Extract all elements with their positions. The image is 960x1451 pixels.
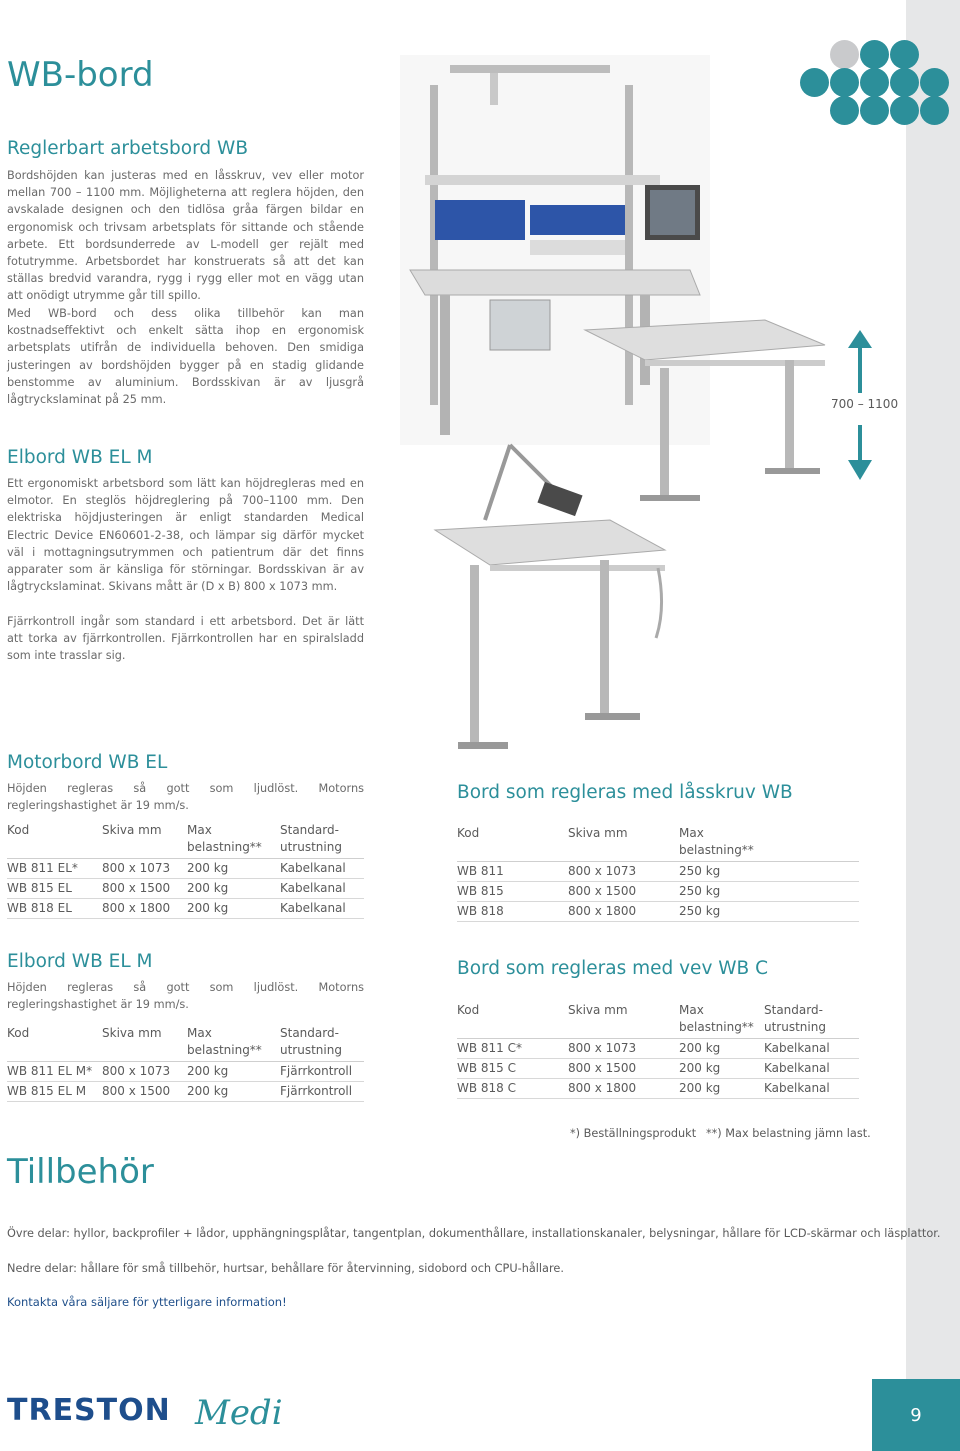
table-row [457,1079,859,1099]
col-header-skiva: Skiva mm [102,1025,187,1062]
col-header-standard: Standard- utrustning [280,1025,364,1062]
cell-kod: WB 815 EL [7,879,102,899]
table-row [7,879,364,899]
cell-kod: WB 815 [457,882,568,902]
treston-medi-logo [7,1384,283,1434]
col-header-skiva: Skiva mm [102,822,187,859]
col-header-max: Max belastning** [679,825,859,862]
intro-paragraph-2: Med WB-bord och dess olika tillbehör kan man kostnadseffektivt och enkelt sätta ihop en ergonomisk arbetsplats utifrån de individuella behoven. Den smidiga justeringen av bordshöjden bygger på en stadig glidande benstomme av aluminium. Bordsskivan är av ljusgrå lågtryckslaminat på 25 mm. [7,307,364,407]
elbord-table [7,1025,364,1102]
col-header-kod: Kod [7,822,102,859]
accessories-heading: Tillbehör [7,1152,154,1192]
col-header-standard: Standard- utrustning [280,822,364,859]
cell-skiva: 800 x 1800 [568,902,679,922]
table-row [7,1082,364,1102]
vev-table [457,1002,859,1099]
cell-skiva: 800 x 1073 [568,1039,679,1059]
cell-skiva: 800 x 1500 [102,1082,187,1102]
table-header-row [7,822,364,859]
cell-max: 200 kg [187,859,280,879]
table-row [7,899,364,919]
cell-max: 200 kg [679,1039,764,1059]
brand-dots-decoration [800,40,960,130]
table-header-row [7,1025,364,1062]
table-row [7,859,364,879]
cell-kod: WB 815 EL M [7,1082,102,1102]
table-row [457,1039,859,1059]
cell-max: 250 kg [679,902,859,922]
cell-kod: WB 818 C [457,1079,568,1099]
cell-standard: Kabelkanal [764,1039,859,1059]
col-header-max: Max belastning** [187,1025,280,1062]
contact-sales-text: Kontakta våra säljare för ytterligare information! [7,1295,287,1309]
footnote-bestallningsprodukt: *) Beställningsprodukt [570,1127,697,1140]
cell-skiva: 800 x 1800 [102,899,187,919]
intro-paragraph-1: Bordshöjden kan justeras med en låsskruv, vev eller motor mellan 700 – 1100 mm. Möjligheterna att reglera höjden, den avskalade designen och den tidlösa gråa färgen bildar en ergonomisk och trivsam arbetsplats för sittande och stående arbete. Ett bordsunderrede av L-modell ger rejält med fotutrymme. Arbetsbordet har konstruerats så att det kan ställas bredvid varandra, rygg i rygg eller mot en vägg utan att onödigt utrymme går till spillo. [7,169,364,303]
cell-standard: Kabelkanal [280,859,364,879]
cell-kod: WB 818 [457,902,568,922]
cell-kod: WB 818 EL [7,899,102,919]
cell-standard: Kabelkanal [764,1079,859,1099]
page-title: WB-bord [7,55,154,95]
cell-max: 200 kg [679,1079,764,1099]
col-header-max: Max belastning** [679,1002,764,1039]
cell-kod: WB 811 EL* [7,859,102,879]
cell-max: 250 kg [679,882,859,902]
col-header-kod: Kod [457,825,568,862]
cell-skiva: 800 x 1500 [568,882,679,902]
cell-kod: WB 811 [457,862,568,882]
lasskruv-heading: Bord som regleras med låsskruv WB [457,782,793,803]
table-row [457,902,859,922]
height-range-label: 700 – 1100 [831,397,899,411]
motorbord-description: Höjden regleras så gott som ljudlöst. Motorns regleringshastighet är 19 mm/s. [7,782,364,813]
accessories-lower-parts: Nedre delar: hållare för små tillbehör, hurtsar, behållare för återvinning, sidobord och CPU-hållare. [7,1262,564,1275]
table-row [457,1059,859,1079]
cell-skiva: 800 x 1500 [568,1059,679,1079]
col-header-kod: Kod [457,1002,568,1039]
cell-kod: WB 811 C* [457,1039,568,1059]
cell-kod: WB 811 EL M* [7,1062,102,1082]
footnote-max-belastning: **) Max belastning jämn last. [706,1127,871,1140]
motorbord-heading: Motorbord WB EL [7,752,168,773]
accessories-upper-parts: Övre delar: hyllor, backprofiler + lådor, upphängningsplåtar, tangentplan, dokumenthållare, installationskanaler, belysningar, hållare för LCD-skärmar och läsplattor. [7,1227,941,1240]
electric-table-with-lamp-image [430,430,680,780]
motorbord-table [7,822,364,919]
cell-skiva: 800 x 1073 [102,1062,187,1082]
table-header-row [457,825,859,862]
cell-max: 200 kg [187,879,280,899]
cell-max: 200 kg [679,1059,764,1079]
cell-skiva: 800 x 1800 [568,1079,679,1099]
table-header-row [457,1002,859,1039]
cell-standard: Kabelkanal [280,899,364,919]
cell-standard: Fjärrkontroll [280,1062,364,1082]
table-row [7,1062,364,1082]
intro-heading: Reglerbart arbetsbord WB [7,138,249,159]
cell-standard: Kabelkanal [280,879,364,899]
cell-standard: Kabelkanal [764,1059,859,1079]
cell-max: 200 kg [187,899,280,919]
logo-treston-text: TRESTON [7,1393,171,1428]
elbord-intro-heading: Elbord WB EL M [7,447,153,468]
cell-skiva: 800 x 1073 [102,859,187,879]
col-header-kod: Kod [7,1025,102,1062]
table-row [457,882,859,902]
vev-heading: Bord som regleras med vev WB C [457,958,769,979]
cell-max: 250 kg [679,862,859,882]
cell-skiva: 800 x 1500 [102,879,187,899]
col-header-skiva: Skiva mm [568,1002,679,1039]
cell-max: 200 kg [187,1062,280,1082]
col-header-standard: Standard- utrustning [764,1002,859,1039]
logo-medi-text: Medi [195,1393,283,1433]
col-header-skiva: Skiva mm [568,825,679,862]
cell-kod: WB 815 C [457,1059,568,1079]
elbord-intro-paragraph-2: Fjärrkontroll ingår som standard i ett arbetsbord. Det är lätt att torka av fjärrkontrollen. Fjärrkontrollen har en spiralsladd som inte trasslar sig. [7,615,364,663]
elbord-table-description: Höjden regleras så gott som ljudlöst. Motorns regleringshastighet är 19 mm/s. [7,981,364,1012]
elbord-table-heading: Elbord WB EL M [7,951,153,972]
cell-standard: Fjärrkontroll [280,1082,364,1102]
cell-skiva: 800 x 1073 [568,862,679,882]
table-row [457,862,859,882]
elbord-intro-paragraph-1: Ett ergonomiskt arbetsbord som lätt kan höjdregleras med en elmotor. En steglös höjdreglering på 700–1100 mm. Den elektriska höjdjusteringen är enligt standarden Medical Electric Device EN60601-2-38, och lämpar sig därför mycket väl i mottagningsutrymmen och patientrum där det finns apparater som är känsliga för störningar. Bordsskivan är av lågtryckslaminat. Skivans mått är (D x B) 800 x 1073 mm. [7,477,364,594]
cell-max: 200 kg [187,1082,280,1102]
lasskruv-table [457,825,859,922]
col-header-max: Max belastning** [187,822,280,859]
page-number: 9 [872,1379,960,1451]
